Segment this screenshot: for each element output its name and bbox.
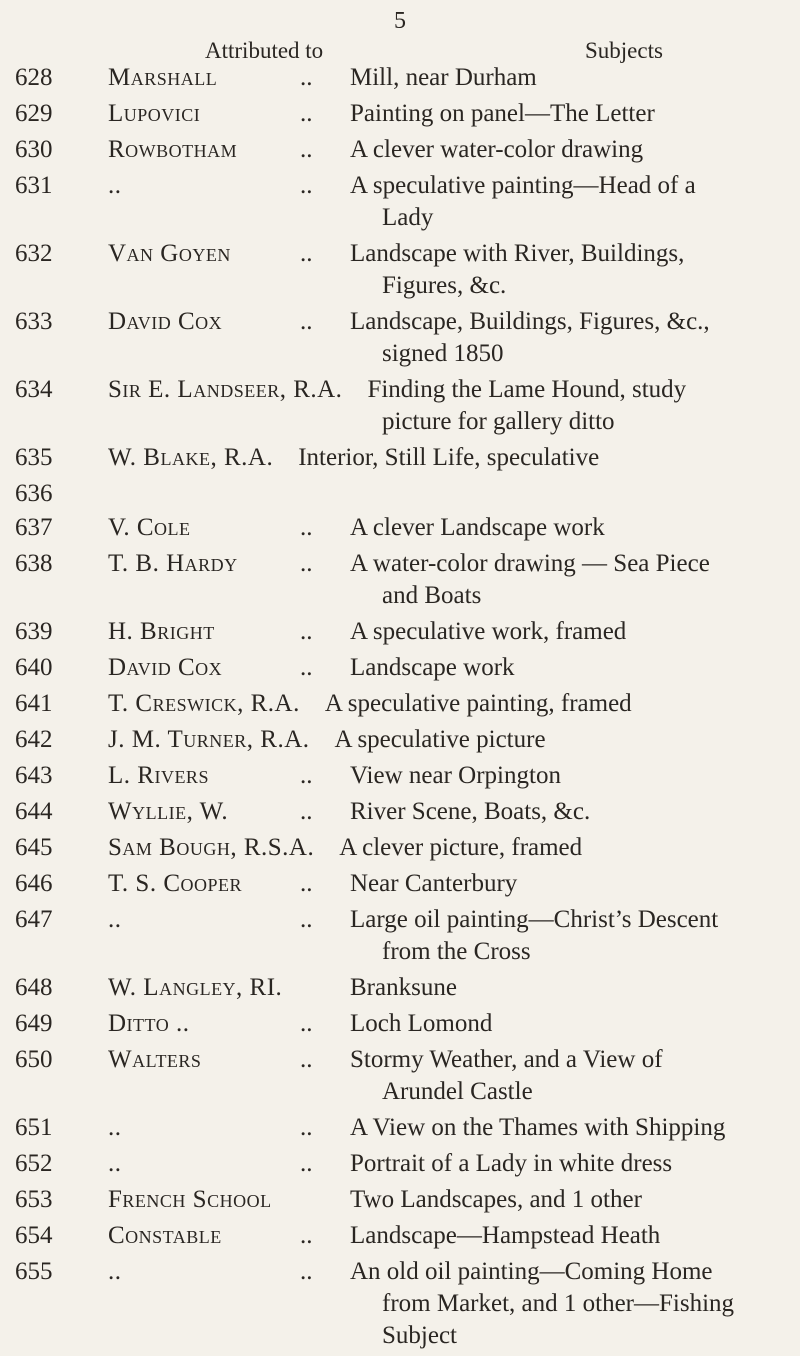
lot-subject [350, 62, 780, 94]
subject-line: View near Orpington [350, 762, 561, 789]
catalogue-entry [0, 904, 800, 968]
lot-number: 636 [15, 480, 53, 507]
artist-name: Wyllie, W. [108, 798, 229, 825]
subject-line: from the Cross [382, 938, 531, 965]
catalogue-entry [0, 724, 800, 756]
lot-number: 643 [15, 762, 53, 789]
subject-line: A speculative painting, framed [299, 690, 632, 717]
artist-name: W. Blake, R.A. [108, 444, 274, 471]
subject-line: A clever Landscape work [350, 514, 605, 541]
catalogue-entry [0, 512, 800, 544]
leader-dots: .. [300, 1010, 313, 1037]
subject-line: Landscape work [350, 654, 515, 681]
artist-name: V. Cole [108, 514, 191, 541]
leader-dots: .. [300, 172, 313, 199]
artist-name: Ditto .. [108, 1010, 190, 1037]
lot-number: 631 [15, 172, 53, 199]
catalogue-entry [0, 134, 800, 166]
lot-number: 654 [15, 1222, 53, 1249]
subject-line: A clever water-color drawing [350, 136, 644, 163]
subject-line: Landscape with River, Buildings, [350, 240, 685, 267]
catalogue-entry [0, 1256, 800, 1352]
lot-subject [350, 1044, 780, 1108]
lot-subject [350, 512, 780, 544]
leader-dots: .. [300, 550, 313, 577]
subject-line: A water-color drawing — Sea Piece [350, 550, 710, 577]
catalogue-entry [0, 62, 800, 94]
artist-name: Constable [108, 1222, 222, 1249]
lot-number: 637 [15, 514, 53, 541]
subject-line: Near Canterbury [350, 870, 518, 897]
leader-dots: .. [300, 906, 313, 933]
artist-name: T. S. Cooper [108, 870, 243, 897]
leader-dots: .. [300, 64, 313, 91]
lot-number: 646 [15, 870, 53, 897]
lot-number: 634 [15, 376, 53, 403]
artist-name: .. [108, 172, 122, 199]
subject-line: A speculative picture [309, 726, 546, 753]
leader-dots: .. [300, 1150, 313, 1177]
catalogue-entry [0, 374, 800, 438]
artist-name: L. Rivers [108, 762, 209, 789]
subject-line: Lady [382, 204, 434, 231]
lot-subject [108, 688, 788, 720]
lot-subject [108, 832, 788, 864]
leader-dots: .. [300, 654, 313, 681]
subject-line: Arundel Castle [382, 1078, 533, 1105]
leader-dots: .. [300, 100, 313, 127]
catalogue-entry [0, 1044, 800, 1108]
lot-subject [108, 374, 788, 438]
catalogue-entry [0, 548, 800, 612]
artist-name: Marshall [108, 64, 218, 91]
subject-line: picture for gallery ditto [382, 408, 615, 435]
lot-number: 632 [15, 240, 53, 267]
leader-dots: .. [300, 1114, 313, 1141]
lot-subject [108, 724, 788, 756]
catalogue-entry [0, 688, 800, 720]
subject-line: Finding the Lame Hound, study [342, 376, 687, 403]
artist-name: Walters [108, 1046, 202, 1073]
subject-line: Branksune [350, 974, 457, 1001]
lot-subject [350, 1220, 780, 1252]
subject-line: Landscape—Hampstead Heath [350, 1222, 661, 1249]
lot-number: 642 [15, 726, 53, 753]
catalogue-entry [0, 1112, 800, 1144]
lot-subject [350, 1112, 780, 1144]
catalogue-entry [0, 238, 800, 302]
lot-subject [350, 306, 780, 370]
subject-line: Painting on panel—The Letter [350, 100, 655, 127]
artist-name: T. Creswick, R.A. [108, 690, 300, 717]
catalogue-entry [0, 1220, 800, 1252]
catalogue-entry [0, 98, 800, 130]
lot-subject [350, 548, 780, 612]
lot-number: 641 [15, 690, 53, 717]
header-subjects: Subjects [585, 38, 663, 63]
leader-dots: .. [300, 1222, 313, 1249]
lot-number: 635 [15, 444, 53, 471]
subject-line: A speculative work, framed [350, 618, 627, 645]
artist-name: French School [108, 1186, 272, 1213]
artist-name: Rowbotham [108, 136, 238, 163]
lot-number: 653 [15, 1186, 53, 1213]
leader-dots: .. [300, 618, 313, 645]
lot-subject [350, 904, 780, 968]
artist-name: J. M. Turner, R.A. [108, 726, 310, 753]
leader-dots: .. [300, 762, 313, 789]
subject-line: A speculative painting—Head of a [350, 172, 696, 199]
catalogue-entry [0, 832, 800, 864]
artist-name: T. B. Hardy [108, 550, 238, 577]
lot-number: 628 [15, 64, 53, 91]
subject-line: Large oil painting—Christ’s Descent [350, 906, 719, 933]
lot-subject [108, 442, 788, 474]
subject-line: signed 1850 [382, 340, 504, 367]
artist-name: .. [108, 1258, 122, 1285]
catalogue-entries [0, 62, 800, 1356]
subject-line: An old oil painting—Coming Home [350, 1258, 713, 1285]
subject-line: Portrait of a Lady in white dress [350, 1150, 673, 1177]
lot-subject [350, 1256, 780, 1352]
subject-line: Loch Lomond [350, 1010, 493, 1037]
subject-line: Landscape, Buildings, Figures, &c., [350, 308, 710, 335]
subject-line: from Market, and 1 other—Fishing [382, 1290, 735, 1317]
lot-subject [350, 1008, 780, 1040]
artist-name: H. Bright [108, 618, 215, 645]
lot-subject [350, 972, 780, 1004]
lot-number: 630 [15, 136, 53, 163]
catalogue-entry [0, 478, 800, 508]
artist-name: Van Goyen [108, 240, 231, 267]
subject-line: Interior, Still Life, speculative [273, 444, 600, 471]
lot-subject [350, 868, 780, 900]
subject-line: and Boats [382, 582, 482, 609]
lot-number: 640 [15, 654, 53, 681]
subject-line: A View on the Thames with Shipping [350, 1114, 726, 1141]
lot-subject [350, 1184, 780, 1216]
leader-dots: .. [300, 308, 313, 335]
leader-dots: .. [300, 1258, 313, 1285]
artist-name: Sam Bough, R.S.A. [108, 834, 315, 861]
lot-number: 639 [15, 618, 53, 645]
lot-subject [350, 760, 780, 792]
lot-number: 633 [15, 308, 53, 335]
subject-line: Stormy Weather, and a View of [350, 1046, 663, 1073]
lot-number: 638 [15, 550, 53, 577]
subject-line: Mill, near Durham [350, 64, 537, 91]
catalogue-entry [0, 442, 800, 474]
lot-subject [350, 134, 780, 166]
subject-line: Subject [382, 1322, 457, 1349]
artist-name: David Cox [108, 654, 223, 681]
artist-name: Sir E. Landseer, R.A. [108, 376, 343, 403]
catalogue-entry [0, 1008, 800, 1040]
lot-subject [350, 238, 780, 302]
artist-name: .. [108, 1150, 122, 1177]
lot-subject [350, 616, 780, 648]
lot-subject [350, 1148, 780, 1180]
subject-line: A clever picture, framed [314, 834, 583, 861]
lot-subject [350, 796, 780, 828]
leader-dots: .. [300, 136, 313, 163]
artist-name: W. Langley, RI. [108, 974, 283, 1001]
catalogue-entry [0, 1184, 800, 1216]
lot-number: 650 [15, 1046, 53, 1073]
leader-dots: .. [300, 870, 313, 897]
catalogue-entry [0, 760, 800, 792]
catalogue-entry [0, 796, 800, 828]
leader-dots: .. [300, 514, 313, 541]
lot-subject [350, 170, 780, 234]
lot-subject [350, 98, 780, 130]
artist-name: Lupovici [108, 100, 201, 127]
lot-number: 651 [15, 1114, 53, 1141]
lot-number: 649 [15, 1010, 53, 1037]
leader-dots: .. [300, 798, 313, 825]
catalogue-entry [0, 306, 800, 370]
catalogue-entry [0, 868, 800, 900]
catalogue-entry [0, 972, 800, 1004]
lot-number: 645 [15, 834, 53, 861]
lot-number: 655 [15, 1258, 53, 1285]
lot-number: 644 [15, 798, 53, 825]
artist-name: David Cox [108, 308, 223, 335]
lot-subject [350, 478, 780, 510]
catalogue-entry [0, 652, 800, 684]
subject-line: River Scene, Boats, &c. [350, 798, 591, 825]
lot-number: 647 [15, 906, 53, 933]
catalogue-entry [0, 170, 800, 234]
leader-dots: .. [300, 240, 313, 267]
catalogue-entry [0, 1148, 800, 1180]
lot-number: 652 [15, 1150, 53, 1177]
lot-subject [350, 652, 780, 684]
subject-line: Figures, &c. [382, 272, 507, 299]
subject-line: Two Landscapes, and 1 other [350, 1186, 642, 1213]
leader-dots: .. [300, 1046, 313, 1073]
artist-name: .. [108, 1114, 122, 1141]
artist-name: .. [108, 906, 122, 933]
header-attributed-to: Attributed to [205, 38, 324, 63]
lot-number: 629 [15, 100, 53, 127]
catalogue-entry [0, 616, 800, 648]
lot-number: 648 [15, 974, 53, 1001]
page-number: 5 [394, 8, 406, 34]
